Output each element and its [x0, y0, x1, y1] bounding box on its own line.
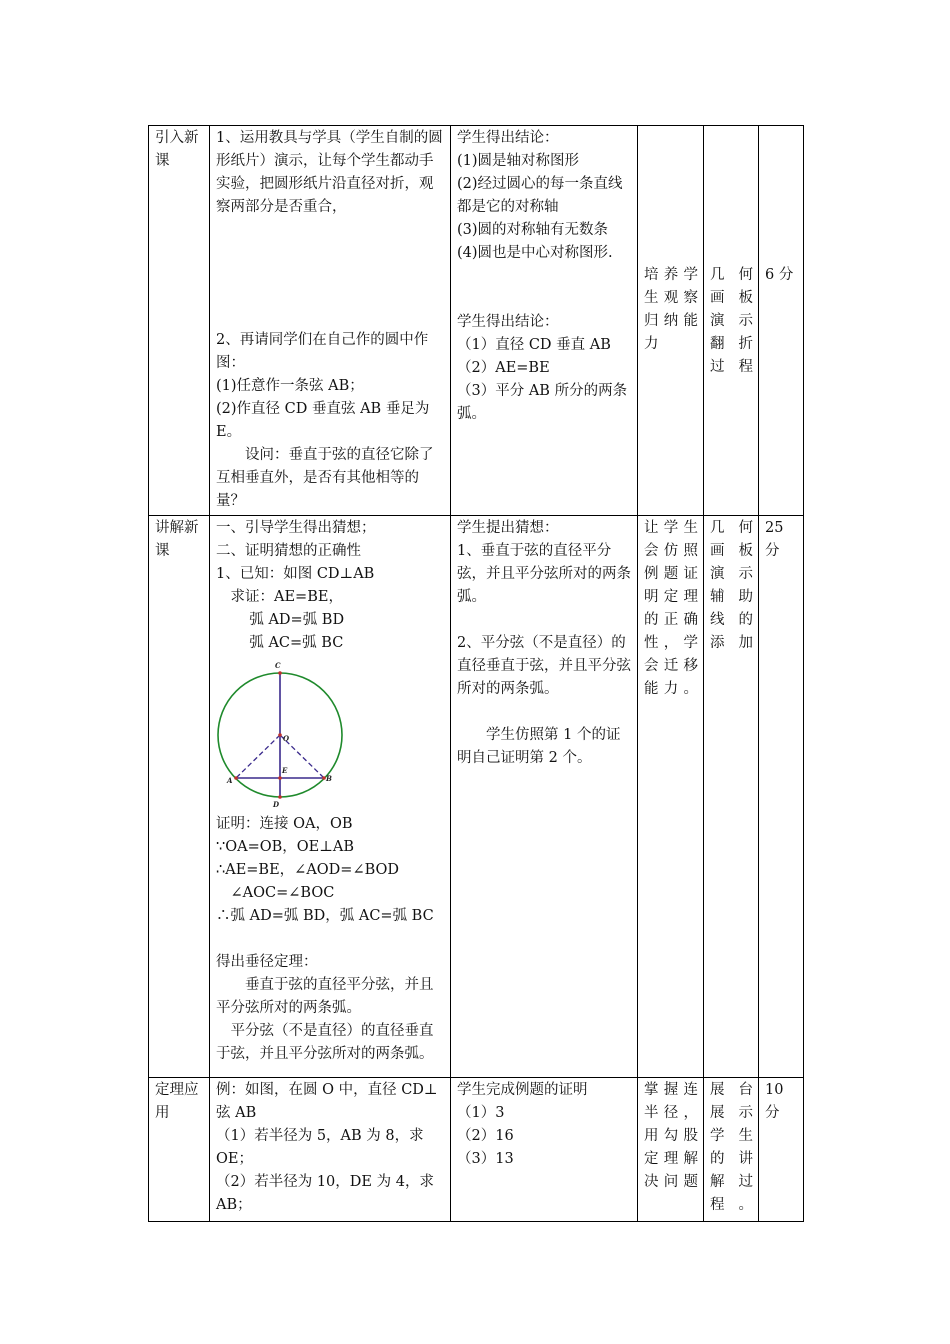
- stage-cell: 定理应用: [149, 1078, 210, 1222]
- label-b: B: [326, 774, 332, 783]
- goal-text: 能力。: [644, 681, 698, 697]
- proof-text: ∴AE=BE，∠AOD=∠BOD: [216, 862, 400, 878]
- label-o: O: [283, 734, 290, 743]
- teacher-text: 一、引导学生得出猜想；: [216, 520, 376, 536]
- student-text: 学生完成例题的证明: [457, 1082, 588, 1098]
- teacher-activity-cell: [210, 516, 451, 1078]
- goal-text: 学会迁移: [644, 635, 698, 674]
- goal-text: 确性，: [644, 612, 698, 651]
- student-text: 2、平分弦（不是直径）的直径垂直于弦，并且平分弦所对的两条弧。: [457, 635, 631, 697]
- student-text: （2）AE=BE: [457, 360, 550, 376]
- theorem-text: 平分弦（不是直径）的直径垂直于弦，并且平分弦所对的两条弧。: [216, 1023, 434, 1062]
- teacher-text: 2、再请同学们在自己作的圆中作图：: [216, 332, 429, 371]
- goal-cell: [638, 516, 704, 1078]
- proof-text: ∵OA=OB，OE⊥AB: [216, 839, 355, 855]
- student-activity-cell: [451, 1078, 638, 1222]
- row-application: [149, 1078, 804, 1222]
- teacher-text: (2)作直径 CD 垂直弦 AB 垂足为 E。: [216, 401, 430, 440]
- method-text: 展台展示学生的讲解过程。: [710, 1082, 753, 1213]
- method-cell: [704, 126, 759, 516]
- goal-cell: [638, 1078, 704, 1222]
- label-d: D: [273, 800, 280, 809]
- example-text: （2）若半径为 10，DE 为 4，求 AB；: [216, 1174, 434, 1213]
- theorem-text: 垂直于弦的直径平分弦，并且平分弦所对的两条弧。: [216, 977, 434, 1016]
- point-a: [234, 776, 238, 780]
- teacher-text: (1)任意作一条弦 AB；: [216, 378, 364, 394]
- time-cell: 10 分: [759, 1078, 804, 1222]
- student-text: 学生得出结论：: [457, 314, 559, 330]
- student-text: (3)圆的对称轴有无数条: [457, 222, 609, 238]
- student-text: （2）16: [457, 1128, 514, 1144]
- student-text: 学生提出猜想：: [457, 520, 559, 536]
- method-cell: [704, 516, 759, 1078]
- label-e: E: [282, 766, 288, 775]
- stage-cell: 引入新课: [149, 126, 210, 516]
- proof-text: ∠AOC=∠BOC: [230, 885, 335, 901]
- teacher-question: 设问：垂直于弦的直径它除了互相垂直外，是否有其他相等的量？: [216, 447, 434, 509]
- goal-text: 掌握连半径，用勾股定理解决问题: [644, 1082, 698, 1190]
- student-text: (4)圆也是中心对称图形.: [457, 245, 613, 261]
- student-activity-cell: [451, 516, 638, 1078]
- teacher-text: 弧 AC=弧 BC: [249, 635, 344, 651]
- proof-text: ∴弧 AD=弧 BD，弧 AC=弧 BC: [216, 908, 434, 924]
- radius-oa: [236, 735, 280, 778]
- teacher-text: 弧 AD=弧 BD: [249, 612, 345, 628]
- student-text: （1）3: [457, 1105, 505, 1121]
- point-e: [278, 776, 282, 780]
- time-cell: 6 分: [759, 126, 804, 516]
- goal-text: 培养学生观察归纳能力: [644, 267, 698, 352]
- student-text: (2)经过圆心的每一条直线都是它的对称轴: [457, 176, 623, 215]
- teacher-text: 求证：AE=BE，: [230, 589, 343, 605]
- theorem-title: 得出垂径定理：: [216, 954, 318, 970]
- goal-text: 让学生会仿照例题证明定理的正: [644, 520, 698, 628]
- method-text: 几何画板演示翻折过程: [710, 267, 753, 375]
- student-text: （1）直径 CD 垂直 AB: [457, 337, 611, 353]
- method-cell: [704, 1078, 759, 1222]
- goal-cell: [638, 126, 704, 516]
- row-lecture: [149, 516, 804, 1078]
- student-text: 学生仿照第 1 个的证明自己证明第 2 个。: [457, 727, 621, 766]
- label-c: C: [275, 661, 281, 670]
- teacher-text: 二、证明猜想的正确性: [216, 543, 361, 559]
- student-activity-cell: [451, 126, 638, 516]
- time-cell: 25 分: [759, 516, 804, 1078]
- teacher-text: 1、已知：如图 CD⊥AB: [216, 566, 375, 582]
- teacher-activity-cell: [210, 1078, 451, 1222]
- example-text: （1）若半径为 5，AB 为 8，求 OE；: [216, 1128, 424, 1167]
- teacher-activity-cell: [210, 126, 451, 516]
- student-text: （3）13: [457, 1151, 514, 1167]
- point-d: [278, 795, 282, 799]
- teacher-text: 1、运用教具与学具（学生自制的圆形纸片）演示，让每个学生都动手实验，把圆形纸片沿直径对折，观察两部分是否重合，: [216, 130, 443, 215]
- label-a: A: [227, 776, 233, 785]
- circle-diagram: [216, 659, 356, 809]
- method-text: 几何画板演示辅助线的添加: [710, 520, 753, 651]
- example-text: 例：如图，在圆 O 中，直径 CD⊥弦 AB: [216, 1082, 438, 1121]
- row-intro: [149, 126, 804, 516]
- point-c: [278, 671, 282, 675]
- lesson-plan-table: [148, 125, 804, 1222]
- student-text: 学生得出结论：: [457, 130, 559, 146]
- point-o: [278, 733, 282, 737]
- student-text: 1、垂直于弦的直径平分弦，并且平分弦所对的两条弧。: [457, 543, 631, 605]
- stage-cell: 讲解新课: [149, 516, 210, 1078]
- student-text: (1)圆是轴对称图形: [457, 153, 580, 169]
- student-text: （3）平分 AB 所分的两条弧。: [457, 383, 628, 422]
- proof-text: 证明：连接 OA，OB: [216, 816, 353, 832]
